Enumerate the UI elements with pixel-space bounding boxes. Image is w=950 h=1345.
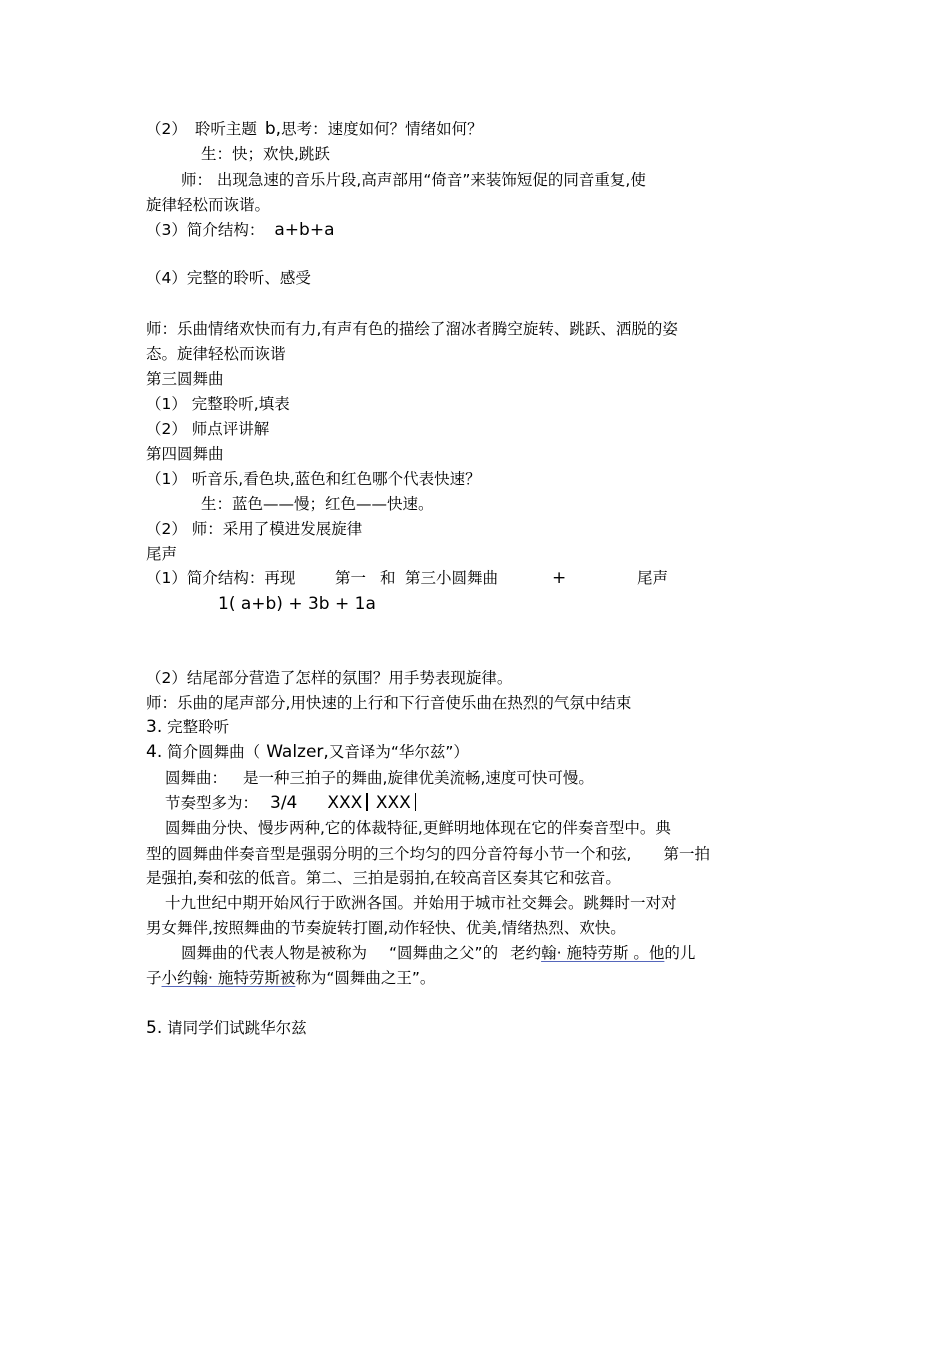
step-try-waltz: 5. 请同学们试跳华尔兹 [146, 1018, 307, 1038]
fourth-waltz-student-answer: 生：蓝色——慢；红色——快速。 [201, 495, 434, 513]
third-waltz-step1: （1） 完整聆听,填表 [146, 395, 290, 413]
complete-listening: （4）完整的聆听、感受 [146, 269, 311, 287]
johann-strauss-i-link[interactable]: 翰· 施特劳斯 。他 [541, 944, 665, 962]
coda-question: （2）结尾部分营造了怎样的氛围？用手势表现旋律。 [146, 669, 513, 687]
meter: 3/4 [270, 793, 298, 813]
coda-structure-plus: + [552, 568, 567, 588]
barline-1 [366, 793, 368, 811]
third-waltz-step2: （2） 师点评讲解 [146, 420, 270, 438]
waltz-definition: 圆舞曲： 是一种三拍子的舞曲,旋律优美流畅,速度可快可慢。 [165, 769, 594, 787]
waltz-para1-line2: 型的圆舞曲伴奏音型是强弱分明的三个均匀的四分音符每小节一个和弦, 第一拍 [146, 845, 710, 863]
teacher-summary-line1: 师：乐曲情绪欢快而有力,有声有色的描绘了溜冰者腾空旋转、跳跃、洒脱的姿 [146, 320, 678, 338]
representative-line1: 圆舞曲的代表人物是被称为 “圆舞曲之父”的 老约翰· 施特劳斯 。他的儿 [181, 944, 696, 962]
waltz-para1-line3: 是强拍,奏和弦的低音。第二、三拍是弱拍,在较高音区奏其它和弦音。 [146, 869, 621, 887]
step-introduce-waltz: 4. 简介圆舞曲（ Walzer,又音译为“华尔兹”） [146, 742, 469, 762]
third-waltz-heading: 第三圆舞曲 [146, 370, 224, 388]
rhythm-measure-1: XXX [327, 793, 363, 813]
johann-strauss-ii-link[interactable]: 小约翰· 施特劳斯被 [161, 969, 296, 987]
rhythm-measure-2: XXX [375, 793, 411, 813]
waltz-para2-line1: 十九世纪中期开始风行于欧洲各国。并始用于城市社交舞会。跳舞时一对对 [165, 894, 677, 912]
rhythm-pattern: 节奏型多为： 3/4 XXX XXX [165, 793, 420, 813]
coda-structure-d: 第三小圆舞曲 [405, 569, 499, 587]
fourth-waltz-step1: （1） 听音乐,看色块,蓝色和红色哪个代表快速？ [146, 470, 481, 488]
fourth-waltz-step2: （2） 师：采用了模进发展旋律 [146, 520, 363, 538]
coda-structure-a: （1）简介结构：再现 [146, 569, 296, 587]
structure-intro: （3）简介结构： a+b+a [146, 220, 335, 240]
teacher-remark-continued: 旋律轻松而诙谐。 [146, 196, 271, 214]
barline-2 [415, 793, 417, 811]
coda-structure-c: 和 [380, 569, 396, 587]
listen-theme-b: （2） 聆听主题 b,思考：速度如何？情绪如何？ [146, 119, 483, 139]
teacher-coda-remark: 师：乐曲的尾声部分,用快速的上行和下行音使乐曲在热烈的气氛中结束 [146, 694, 632, 712]
coda-structure-e: 尾声 [637, 569, 669, 587]
step-complete-listening: 3. 完整聆听 [146, 717, 230, 737]
waltz-para1-line1: 圆舞曲分快、慢步两种,它的体裁特征,更鲜明地体现在它的伴奏音型中。典 [165, 819, 671, 837]
teacher-remark-grace-notes: 师： 出现急速的音乐片段,高声部用“倚音”来装饰短促的同音重复,使 [181, 171, 646, 189]
coda-structure-b: 第一 [335, 569, 367, 587]
representative-line2: 子小约翰· 施特劳斯被称为“圆舞曲之王”。 [146, 969, 436, 987]
fourth-waltz-heading: 第四圆舞曲 [146, 445, 224, 463]
teacher-summary-line2: 态。旋律轻松而诙谐 [146, 345, 286, 363]
coda-heading: 尾声 [146, 545, 178, 563]
waltz-para2-line2: 男女舞伴,按照舞曲的节奏旋转打圈,动作轻快、优美,情绪热烈、欢快。 [146, 919, 626, 937]
student-answer-speed: 生：快；欢快,跳跃 [201, 145, 330, 163]
coda-formula: 1( a+b) + 3b + 1a [218, 594, 376, 614]
